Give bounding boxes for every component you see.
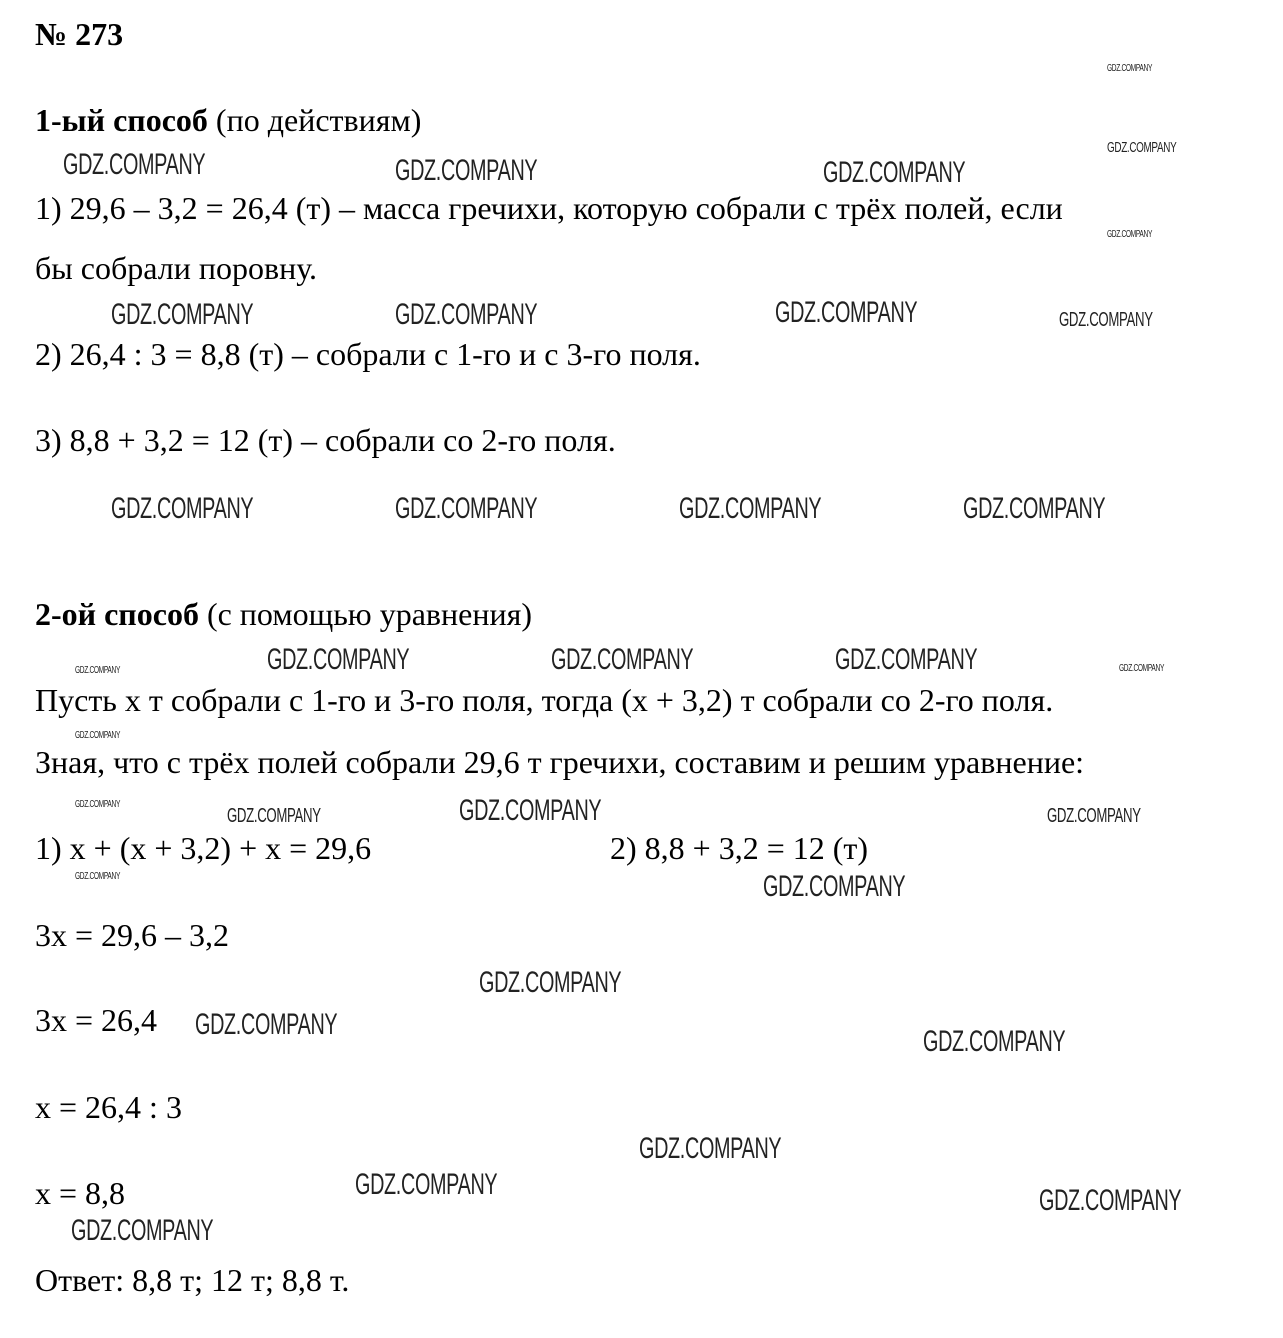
watermark: GDZ.COMPANY [63,148,206,181]
solution-line: х = 26,4 : 3 [35,1089,182,1125]
answer: Ответ: 8,8 т; 12 т; 8,8 т. [35,1262,350,1298]
equation: 1) х + (х + 3,2) + х = 29,6 [35,830,372,866]
watermark: GDZ.COMPANY [479,966,622,999]
watermark: GDZ.COMPANY [963,492,1106,525]
method2-intro: Зная, что с трёх полей собрали 29,6 т гречихи, составим и решим уравнение: [35,744,1085,780]
watermark: GDZ.COMPANY [75,665,121,676]
watermark: GDZ.COMPANY [355,1168,498,1201]
watermark: GDZ.COMPANY [1059,309,1153,331]
watermark: GDZ.COMPANY [835,643,978,676]
watermark: GDZ.COMPANY [679,492,822,525]
method1-step: 3) 8,8 + 3,2 = 12 (т) – собрали со 2-го поля. [35,422,616,458]
watermark: GDZ.COMPANY [395,492,538,525]
method1-title-bold: 1-ый способ [35,102,208,138]
watermark: GDZ.COMPANY [1039,1184,1182,1217]
method1-step: бы собрали поровну. [35,250,317,286]
method1-step: 2) 26,4 : 3 = 8,8 (т) – собрали с 1-го и с 3-го поля. [35,336,701,372]
watermark: GDZ.COMPANY [395,298,538,331]
method1-title [35,104,421,136]
method2-intro: Пусть х т собрали с 1-го и 3-го поля, тогда (х + 3,2) т собрали со 2-го поля. [35,682,1054,718]
method1-step: 1) 29,6 – 3,2 = 26,4 (т) – масса гречихи, которую собрали с трёх полей, если [35,190,1063,226]
solution-line: х = 8,8 [35,1175,126,1211]
watermark: GDZ.COMPANY [1107,63,1153,74]
solution-line: 3х = 29,6 – 3,2 [35,917,230,953]
method2-title-rest: (с помощью уравнения) [198,596,532,632]
method2-title [35,598,532,630]
watermark: GDZ.COMPANY [1119,663,1165,674]
watermark: GDZ.COMPANY [775,296,918,329]
solution-line: 3х = 26,4 [35,1002,158,1038]
watermark: GDZ.COMPANY [459,794,602,827]
watermark: GDZ.COMPANY [823,156,966,189]
method2-title-bold: 2-ой способ [35,596,199,632]
watermark: GDZ.COMPANY [1107,229,1153,240]
watermark: GDZ.COMPANY [1047,805,1141,827]
task-number: № 273 [35,16,124,52]
watermark: GDZ.COMPANY [227,805,321,827]
watermark: GDZ.COMPANY [639,1132,782,1165]
watermark: GDZ.COMPANY [111,298,254,331]
watermark: GDZ.COMPANY [75,730,121,741]
watermark: GDZ.COMPANY [763,870,906,903]
watermark: GDZ.COMPANY [395,154,538,187]
method1-title-rest: (по действиям) [207,102,422,138]
watermark: GDZ.COMPANY [71,1214,214,1247]
watermark: GDZ.COMPANY [75,799,121,810]
watermark: GDZ.COMPANY [923,1025,1066,1058]
watermark: GDZ.COMPANY [75,871,121,882]
method2-step2: 2) 8,8 + 3,2 = 12 (т) [610,830,869,866]
watermark: GDZ.COMPANY [1107,139,1177,156]
watermark: GDZ.COMPANY [267,643,410,676]
watermark: GDZ.COMPANY [111,492,254,525]
watermark: GDZ.COMPANY [195,1008,338,1041]
watermark: GDZ.COMPANY [551,643,694,676]
